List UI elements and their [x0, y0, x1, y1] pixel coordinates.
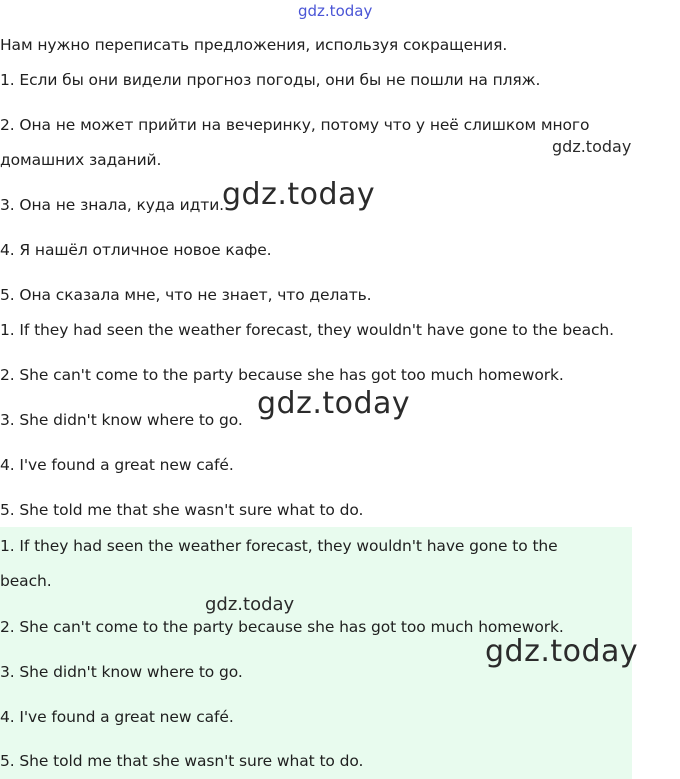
english-sentence-2: 2. She can't come to the party because she has got too much homework.: [0, 366, 564, 384]
english-sentence-1: 1. If they had seen the weather forecast, they wouldn't have gone to the beach.: [0, 321, 614, 339]
watermark-large-2: gdz.today: [257, 386, 411, 421]
english-sentence-4: 4. I've found a great new café.: [0, 456, 234, 474]
russian-sentence-1: 1. Если бы они видели прогноз погоды, они бы не пошли на пляж.: [0, 71, 541, 89]
russian-sentence-3: 3. Она не знала, куда идти.: [0, 196, 225, 214]
intro-text: Нам нужно переписать предложения, используя сокращения.: [0, 36, 508, 54]
watermark-top: gdz.today: [298, 2, 373, 20]
answer-sentence-1-cont: beach.: [0, 572, 52, 590]
answer-sentence-4: 4. I've found a great new café.: [0, 708, 234, 726]
answer-sentence-5: 5. She told me that she wasn't sure what to do.: [0, 752, 364, 770]
english-sentence-3: 3. She didn't know where to go.: [0, 411, 243, 429]
russian-sentence-2: 2. Она не может прийти на вечеринку, потому что у неё слишком много: [0, 116, 590, 134]
russian-sentence-2-cont: домашних заданий.: [0, 151, 162, 169]
russian-sentence-5: 5. Она сказала мне, что не знает, что делать.: [0, 286, 372, 304]
watermark-small-2: gdz.today: [205, 594, 295, 615]
russian-sentence-4: 4. Я нашёл отличное новое кафе.: [0, 241, 272, 259]
english-sentence-5: 5. She told me that she wasn't sure what to do.: [0, 501, 364, 519]
answer-sentence-2: 2. She can't come to the party because she has got too much homework.: [0, 618, 564, 636]
watermark-large-3: gdz.today: [485, 634, 639, 669]
watermark-small-1: gdz.today: [552, 137, 632, 156]
answer-sentence-3: 3. She didn't know where to go.: [0, 663, 243, 681]
watermark-large-1: gdz.today: [222, 177, 376, 212]
answer-sentence-1: 1. If they had seen the weather forecast, they wouldn't have gone to the: [0, 537, 558, 555]
